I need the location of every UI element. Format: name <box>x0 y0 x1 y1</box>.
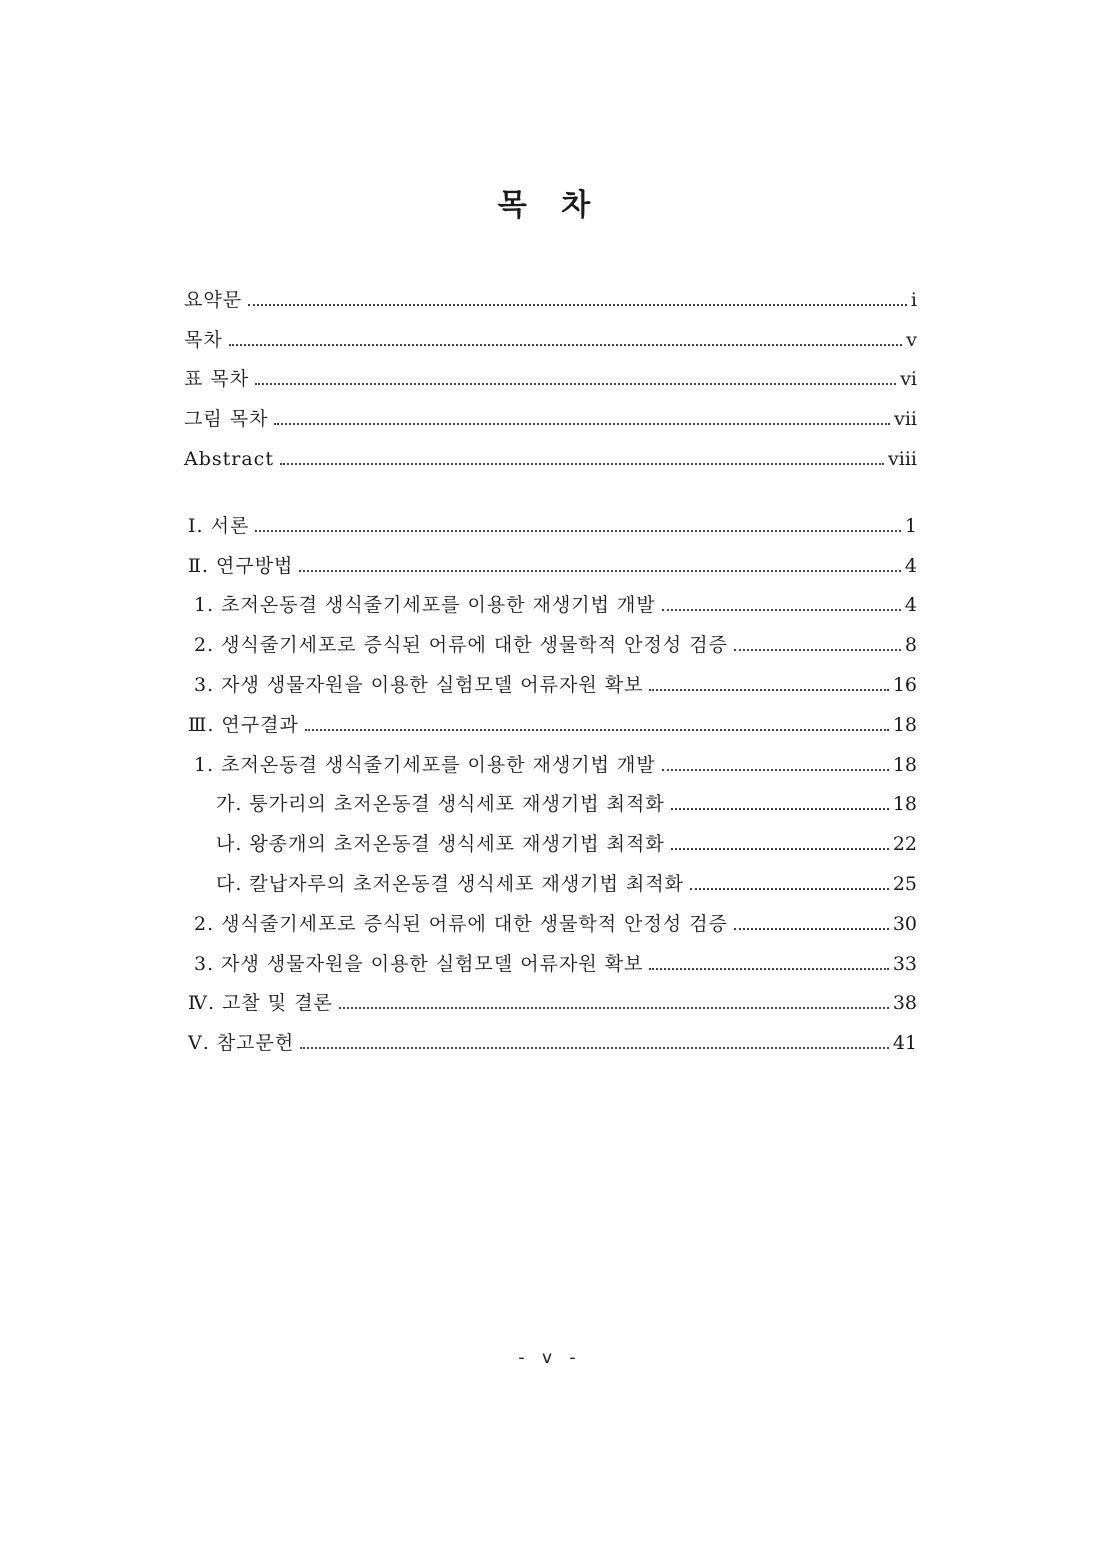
toc-entry[interactable] <box>184 498 917 538</box>
toc-entry[interactable] <box>184 578 917 618</box>
toc-entry[interactable] <box>184 312 917 352</box>
toc-entry-page: v <box>906 328 917 351</box>
dot-leader <box>229 344 903 346</box>
dot-leader <box>255 530 901 532</box>
dot-leader <box>662 769 889 771</box>
toc-entry[interactable] <box>184 856 917 896</box>
toc-entry[interactable] <box>184 431 917 471</box>
dot-leader <box>671 848 889 850</box>
page-number-footer: - v - <box>518 1348 582 1368</box>
toc-entry[interactable] <box>184 697 917 737</box>
toc-entry-page: 16 <box>892 673 917 696</box>
dot-leader <box>299 570 900 572</box>
toc-entry-label: Abstract <box>184 447 274 470</box>
dot-leader <box>274 423 890 425</box>
toc-entry-page: 18 <box>892 713 917 736</box>
toc-entry-page: 4 <box>904 594 917 617</box>
dot-leader <box>662 609 901 611</box>
toc-entry-label: 요약문 <box>184 288 243 311</box>
toc-entry[interactable] <box>184 272 917 312</box>
toc-entry-page: i <box>910 288 917 311</box>
toc-entry[interactable] <box>184 391 917 431</box>
toc-entry-label: 표 목차 <box>184 368 250 391</box>
dot-leader <box>248 304 907 306</box>
dot-leader <box>734 649 901 651</box>
toc-entry-page: 18 <box>892 753 917 776</box>
toc-entry[interactable] <box>184 657 917 697</box>
toc-entry-page: 22 <box>892 833 917 856</box>
toc-entry-label: 1. 초저온동결 생식줄기세포를 이용한 재생기법 개발 <box>194 594 656 617</box>
toc-entry-label: 2. 생식줄기세포로 증식된 어류에 대한 생물학적 안정성 검증 <box>194 912 728 935</box>
toc-entry-label: Ⅲ. 연구결과 <box>188 713 299 736</box>
toc-entry-label: Ⅳ. 고찰 및 결론 <box>188 992 333 1015</box>
toc-entry-label: 다. 칼납자루의 초저온동결 생식세포 재생기법 최적화 <box>216 872 685 895</box>
dot-leader <box>734 928 889 930</box>
toc-entry[interactable] <box>184 1015 917 1055</box>
toc-entry-page: 18 <box>892 793 917 816</box>
toc-entry-page: vi <box>900 368 917 391</box>
toc-entry-page: 25 <box>892 872 917 895</box>
toc-entry-label: 목차 <box>184 328 223 351</box>
toc-entry-page: 8 <box>904 634 917 657</box>
dot-leader <box>690 888 889 890</box>
toc-entry[interactable] <box>184 737 917 777</box>
toc-entry-label: 3. 자생 생물자원을 이용한 실험모델 어류자원 확보 <box>194 952 644 975</box>
toc-entry-page: 4 <box>904 554 917 577</box>
toc-entry-page: 41 <box>892 1032 917 1055</box>
dot-leader <box>255 383 896 385</box>
toc-entry-label: 가. 퉁가리의 초저온동결 생식세포 재생기법 최적화 <box>216 793 665 816</box>
dot-leader <box>300 1047 889 1049</box>
toc-entry[interactable] <box>184 617 917 657</box>
toc-entry-label: 그림 목차 <box>184 408 269 431</box>
toc-entry-page: 33 <box>892 952 917 975</box>
toc-entry[interactable] <box>184 538 917 578</box>
toc-entry-label: 2. 생식줄기세포로 증식된 어류에 대한 생물학적 안정성 검증 <box>194 634 728 657</box>
toc-entry-label: Ⅱ. 연구방법 <box>188 554 294 577</box>
toc-entry[interactable] <box>184 976 917 1016</box>
dot-leader <box>339 1007 889 1009</box>
dot-leader <box>280 463 884 465</box>
toc-chapters <box>184 498 917 1055</box>
toc-entry-page: 30 <box>892 912 917 935</box>
toc-entry[interactable] <box>184 352 917 392</box>
toc-entry[interactable] <box>184 896 917 936</box>
toc-entry[interactable] <box>184 936 917 976</box>
toc-entry-label: Ⅴ. 참고문헌 <box>188 1032 295 1055</box>
toc-entry-page: 1 <box>904 514 917 537</box>
toc-entry-page: vii <box>894 408 917 431</box>
dot-leader <box>671 808 889 810</box>
page-title: 목 차 <box>497 188 603 223</box>
toc-entry-label: 1. 초저온동결 생식줄기세포를 이용한 재생기법 개발 <box>194 753 656 776</box>
toc-entry-page: viii <box>888 447 917 470</box>
toc-entry-label: Ⅰ. 서론 <box>188 514 250 537</box>
toc-front-matter <box>184 272 917 471</box>
dot-leader <box>305 729 889 731</box>
toc-entry-label: 나. 왕종개의 초저온동결 생식세포 재생기법 최적화 <box>216 833 665 856</box>
toc-entry-page: 38 <box>892 992 917 1015</box>
toc-entry[interactable] <box>184 777 917 817</box>
toc-entry-label: 3. 자생 생물자원을 이용한 실험모델 어류자원 확보 <box>194 673 644 696</box>
dot-leader <box>649 689 888 691</box>
toc-entry[interactable] <box>184 816 917 856</box>
dot-leader <box>649 968 888 970</box>
